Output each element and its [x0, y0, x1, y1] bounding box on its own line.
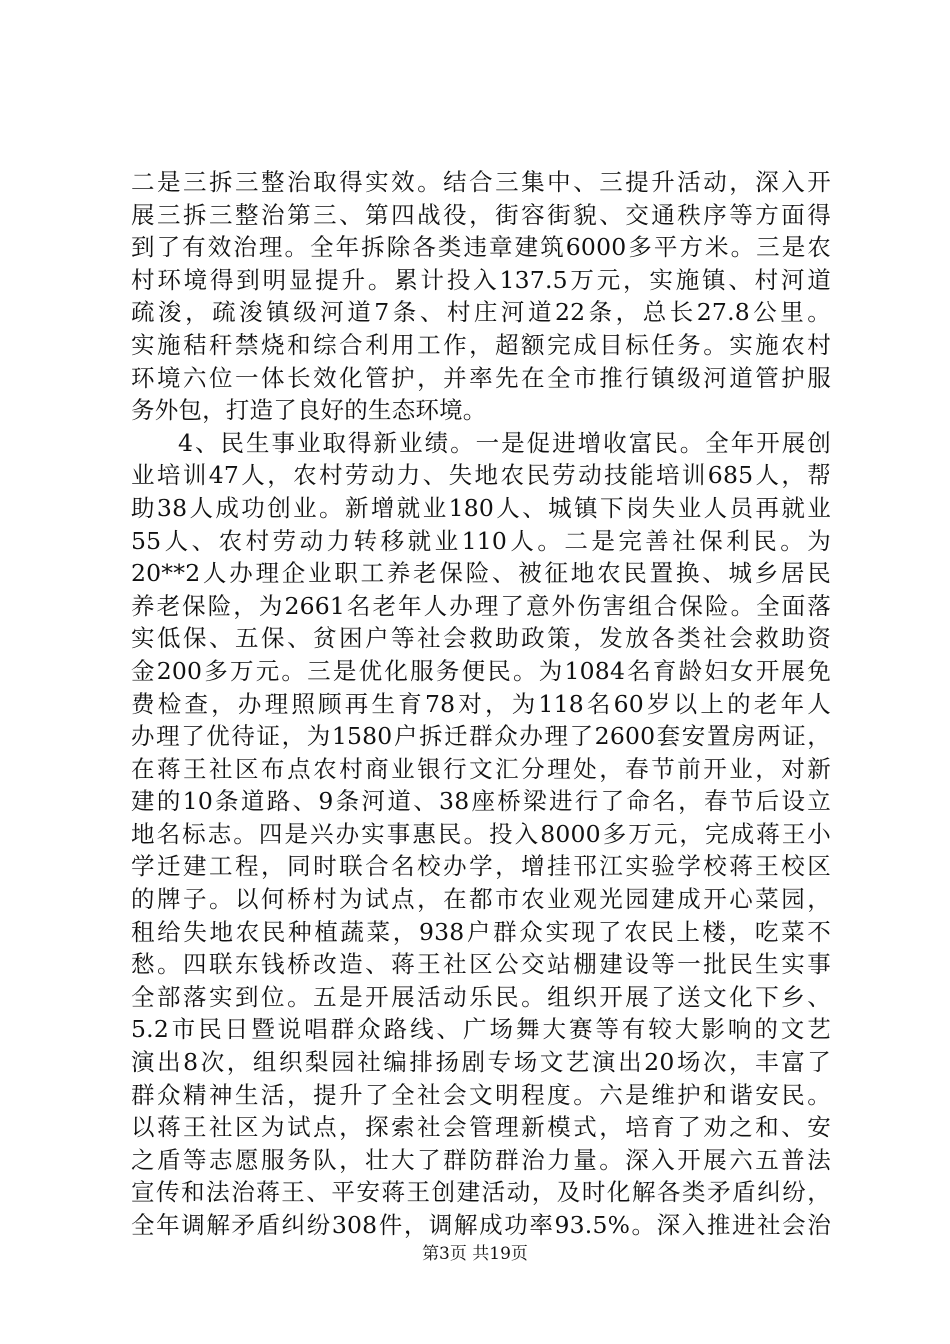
text-line: 演出8次，组织梨园社编排扬剧专场文艺演出20场次，丰富了	[131, 1048, 831, 1077]
text-line: 疏浚，疏浚镇级河道7条、村庄河道22条，总长27.8公里。	[131, 298, 831, 327]
text-line: 实施秸秆禁烧和综合利用工作，超额完成目标任务。实施农村	[131, 330, 831, 359]
text-line: 业培训47人，农村劳动力、失地农民劳动技能培训685人，帮	[131, 461, 831, 490]
text-line: 租给失地农民种植蔬菜，938户群众实现了农民上楼，吃菜不	[131, 917, 831, 946]
text-line: 之盾等志愿服务队，壮大了群防群治力量。深入开展六五普法	[131, 1145, 831, 1174]
text-line: 4、民生事业取得新业绩。一是促进增收富民。全年开展创	[178, 428, 831, 457]
text-line: 全部落实到位。五是开展活动乐民。组织开展了送文化下乡、	[131, 982, 831, 1011]
text-line: 实低保、五保、贫困户等社会救助政策，发放各类社会救助资	[131, 624, 831, 653]
text-line: 5.2市民日暨说唱群众路线、广场舞大赛等有较大影响的文艺	[131, 1015, 831, 1044]
text-line: 环境六位一体长效化管护，并率先在全市推行镇级河道管护服	[131, 363, 831, 392]
text-line: 55人、农村劳动力转移就业110人。二是完善社保利民。为	[131, 526, 831, 555]
text-line: 展三拆三整治第三、第四战役，街容街貌、交通秩序等方面得	[131, 200, 831, 229]
text-line: 村环境得到明显提升。累计投入137.5万元，实施镇、村河道	[131, 265, 831, 294]
text-line: 全年调解矛盾纠纷308件，调解成功率93.5%。深入推进社会治	[131, 1211, 831, 1239]
text-line: 二是三拆三整治取得实效。结合三集中、三提升活动，深入开	[131, 168, 831, 196]
page-footer: 第3页 共19页	[422, 1244, 528, 1264]
text-line: 愁。四联东钱桥改造、蒋王社区公交站棚建设等一批民生实事	[131, 950, 831, 979]
text-line: 助38人成功创业。新增就业180人、城镇下岗失业人员再就业	[131, 493, 831, 522]
text-line: 到了有效治理。全年拆除各类违章建筑6000多平方米。三是农	[131, 233, 831, 262]
text-line: 务外包，打造了良好的生态环境。	[131, 396, 487, 425]
text-line: 群众精神生活，提升了全社会文明程度。六是维护和谐安民。	[131, 1080, 831, 1109]
text-line: 以蒋王社区为试点，探索社会管理新模式，培育了劝之和、安	[131, 1113, 831, 1142]
text-line: 养老保险，为2661名老年人办理了意外伤害组合保险。全面落	[131, 591, 831, 620]
text-line: 学迁建工程，同时联合名校办学，增挂邗江实验学校蒋王校区	[131, 852, 831, 881]
text-line: 建的10条道路、9条河道、38座桥梁进行了命名，春节后设立	[131, 787, 831, 816]
text-line: 宣传和法治蒋王、平安蒋王创建活动，及时化解各类矛盾纠纷，	[131, 1178, 831, 1207]
text-line: 费检查，办理照顾再生育78对，为118名60岁以上的老年人	[131, 689, 831, 718]
text-line: 办理了优待证，为1580户拆迁群众办理了2600套安置房两证，	[131, 722, 831, 751]
text-line: 20**2人办理企业职工养老保险、被征地农民置换、城乡居民	[131, 559, 831, 588]
text-line: 的牌子。以何桥村为试点，在都市农业观光园建成开心菜园，	[131, 885, 831, 914]
text-line: 地名标志。四是兴办实事惠民。投入8000多万元，完成蒋王小	[131, 819, 831, 848]
body-text	[131, 166, 831, 1242]
text-line: 在蒋王社区布点农村商业银行文汇分理处，春节前开业，对新	[131, 754, 831, 783]
text-line: 金200多万元。三是优化服务便民。为1084名育龄妇女开展免	[131, 656, 831, 685]
